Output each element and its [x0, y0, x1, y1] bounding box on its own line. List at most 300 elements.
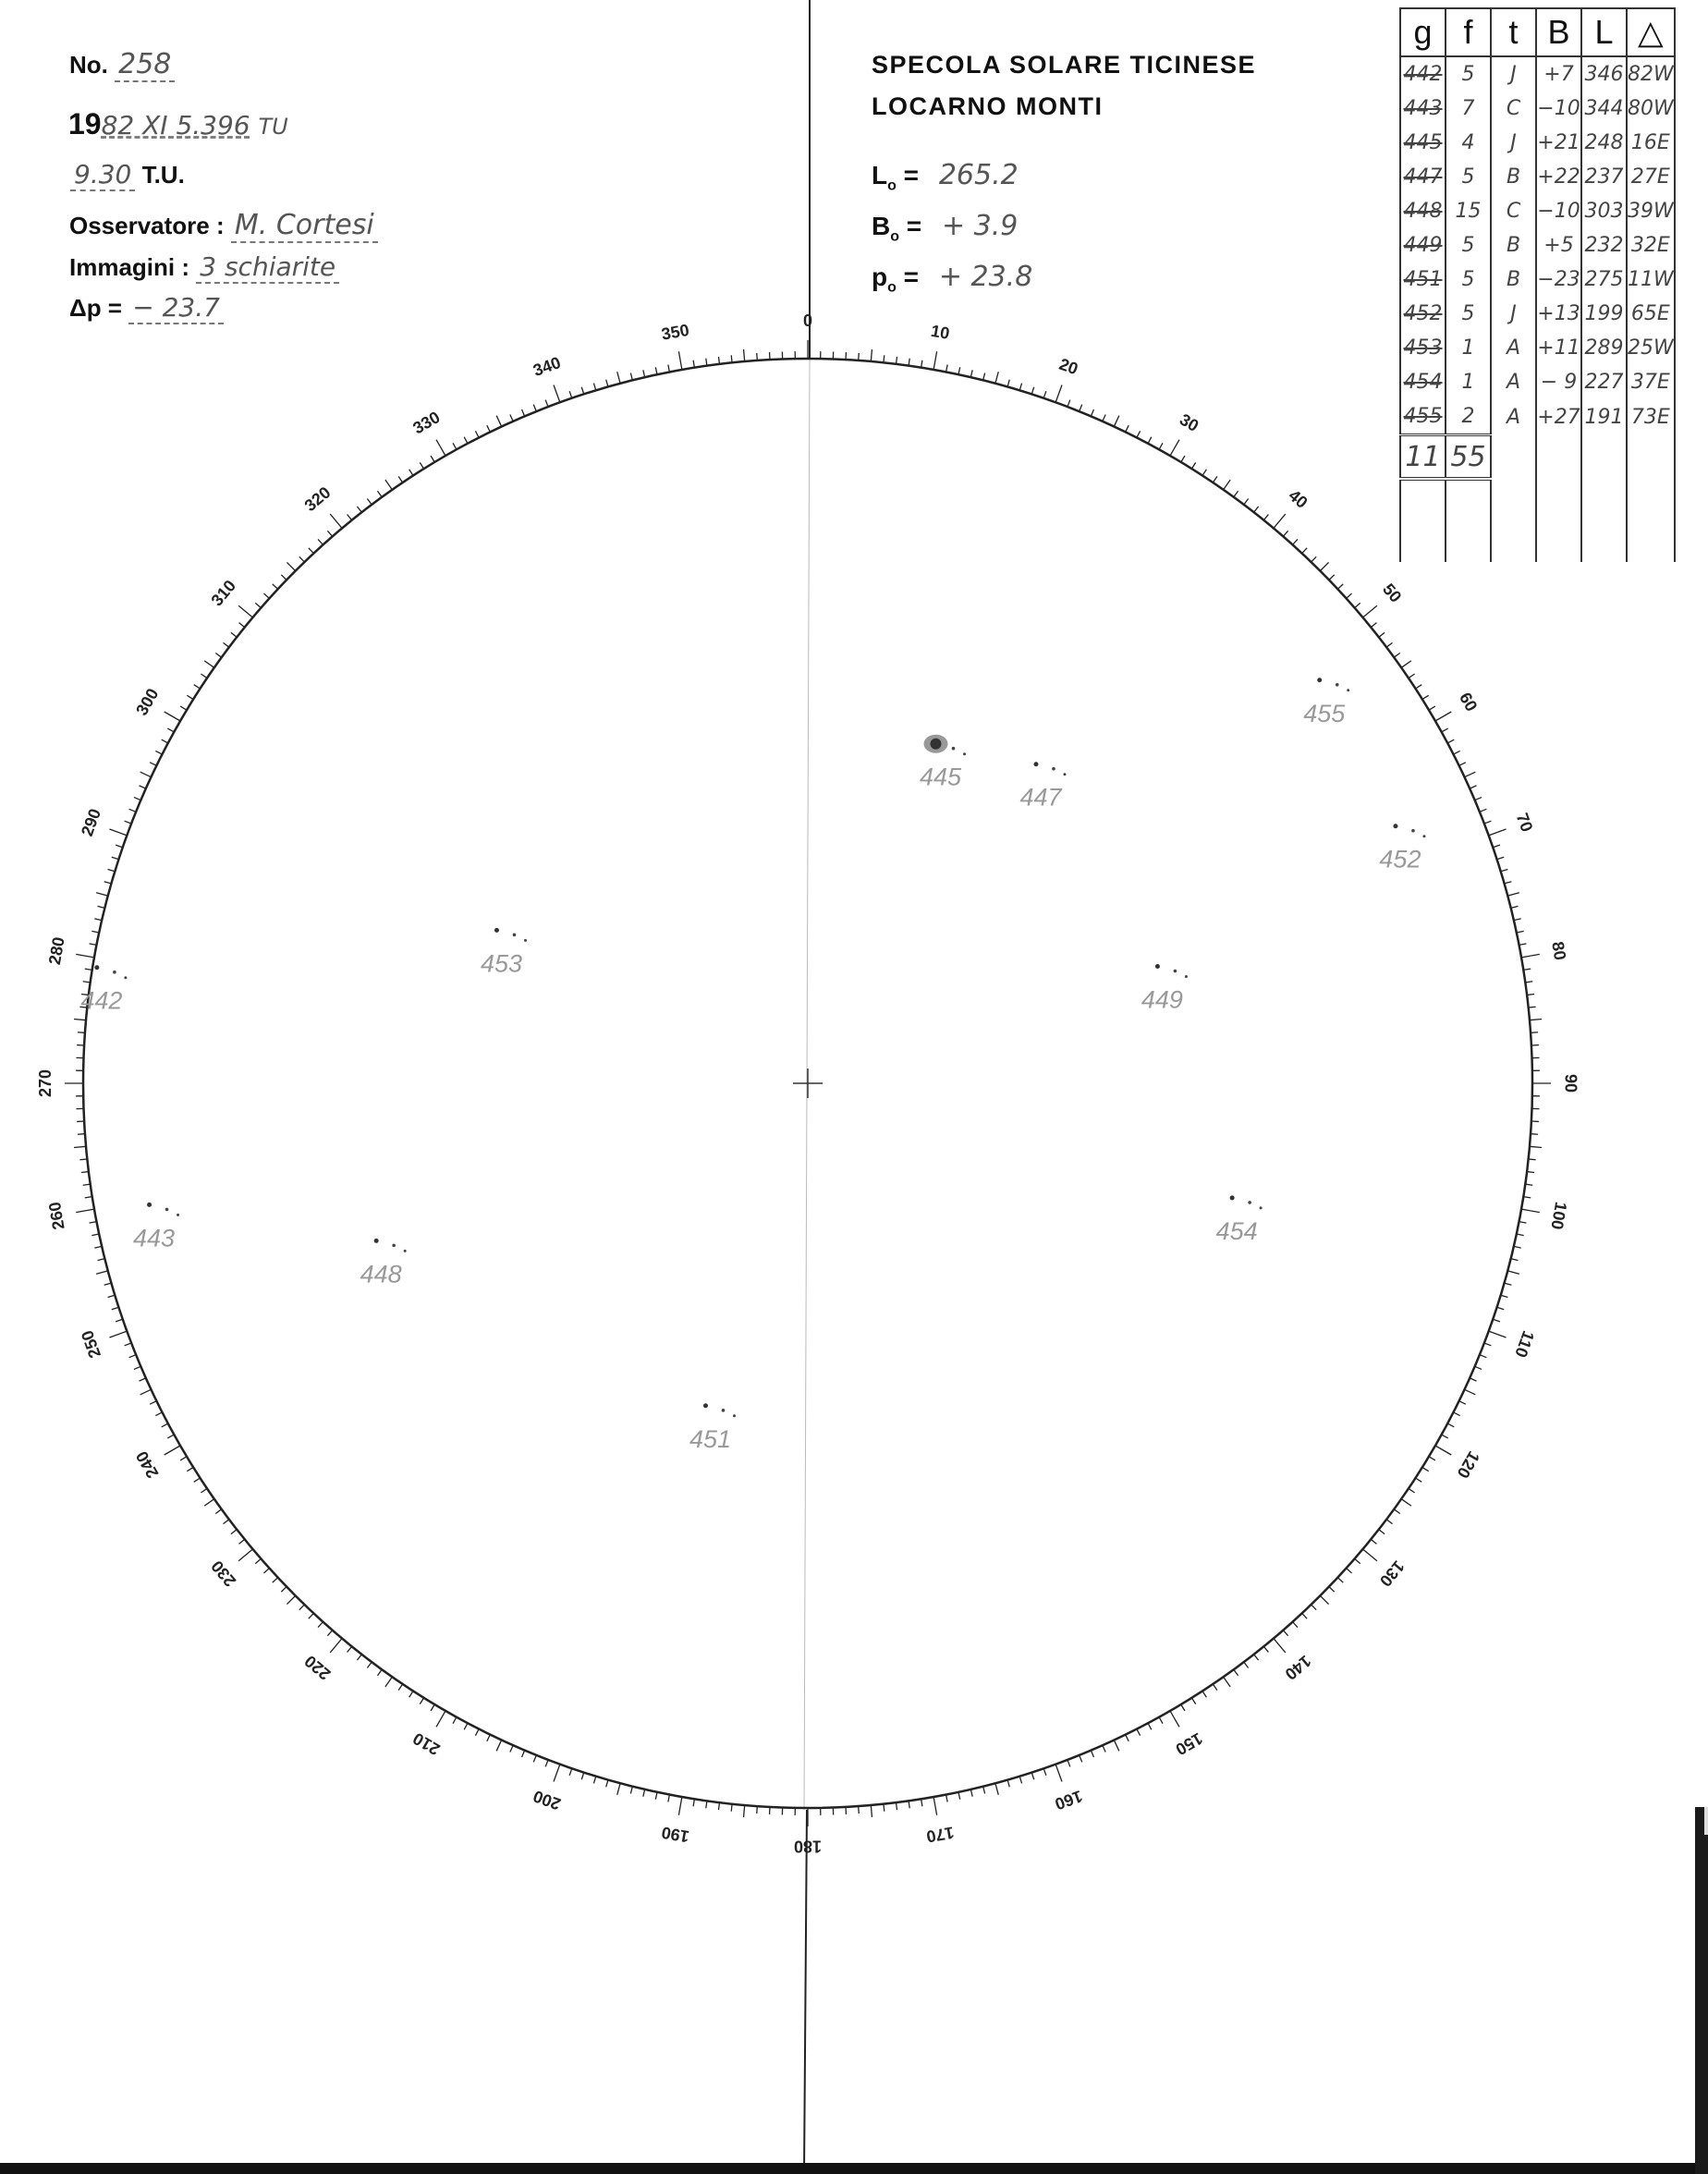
limb-tick [98, 906, 105, 908]
limb-tick [309, 1613, 313, 1618]
limb-tick [859, 1806, 860, 1814]
scan-edge-right [1695, 1807, 1708, 2174]
table-cell: 5 [1446, 297, 1491, 331]
limb-tick [1170, 1711, 1179, 1727]
limb-tick [1137, 431, 1141, 437]
limb-tick [155, 751, 162, 754]
table-cell: 2 [1446, 399, 1491, 435]
limb-tick [958, 367, 960, 374]
limb-tick [357, 507, 361, 512]
limb-tick [263, 1569, 269, 1573]
limb-tick [81, 1172, 89, 1173]
limb-tick [1530, 1146, 1542, 1147]
limb-tick [1519, 1222, 1527, 1224]
limb-tick [90, 1222, 97, 1224]
B0-value: + 3.9 [941, 210, 1019, 242]
sunspot [1063, 773, 1066, 776]
limb-tick [1531, 1032, 1538, 1033]
limb-tick [1371, 623, 1376, 628]
institution-place: LOCARNO MONTI [872, 92, 1104, 120]
limb-tick [436, 1711, 445, 1727]
limb-tick [1429, 1457, 1435, 1460]
limb-tick [1523, 1197, 1531, 1198]
limb-tick [330, 1639, 342, 1653]
limb-tick [678, 1797, 681, 1815]
limb-tick [731, 355, 732, 362]
col-header-L: L [1581, 8, 1627, 56]
limb-tick [420, 1698, 423, 1704]
limb-tick [921, 360, 922, 368]
limb-tick [1337, 584, 1343, 589]
date-value: 82 XI 5.396 [101, 110, 250, 140]
limb-tick [98, 1259, 105, 1261]
limb-tick [545, 400, 548, 407]
limb-tick [1480, 1355, 1486, 1358]
sunspot [952, 747, 956, 751]
table-cell: 39W [1627, 194, 1675, 228]
tick-label: 60 [1456, 689, 1482, 715]
limb-tick [1103, 1745, 1105, 1752]
limb-tick [281, 575, 287, 580]
limb-tick [90, 944, 97, 946]
col-header-delta: △ [1627, 8, 1675, 56]
limb-tick [630, 373, 632, 381]
table-cell: J [1491, 126, 1536, 160]
limb-tick [109, 1331, 127, 1337]
limb-tick [273, 1578, 278, 1582]
limb-tick [678, 351, 681, 370]
table-cell: 443 [1400, 92, 1446, 126]
limb-tick [1401, 661, 1411, 667]
limb-tick [1409, 1488, 1415, 1492]
tick-label: 300 [132, 685, 163, 719]
limb-tick [125, 821, 131, 824]
limb-tick [1501, 869, 1508, 871]
table-cell: 451 [1400, 263, 1446, 297]
p0-value: + 23.8 [938, 261, 1033, 293]
table-cell: 5 [1446, 56, 1491, 92]
limb-tick [706, 359, 707, 366]
limb-tick [201, 1488, 207, 1492]
tick-label: 20 [1056, 354, 1081, 379]
limb-tick [139, 1378, 145, 1381]
tick-label: 310 [207, 576, 240, 610]
limb-tick [1521, 954, 1540, 957]
limb-tick [1263, 515, 1268, 520]
sunspot [404, 1250, 407, 1252]
limb-tick [1527, 994, 1534, 995]
limb-tick [1454, 1412, 1460, 1416]
table-cell: 303 [1581, 194, 1627, 228]
table-cell: 344 [1581, 92, 1627, 126]
limb-tick [593, 1777, 595, 1784]
group-label: 443 [133, 1224, 176, 1252]
limb-tick [946, 1795, 948, 1802]
tick-label: 50 [1379, 580, 1406, 606]
limb-tick [1283, 1630, 1287, 1636]
limb-tick [134, 1366, 140, 1369]
tick-label: 110 [1511, 1328, 1538, 1361]
limb-tick [398, 1684, 402, 1691]
limb-tick [140, 1389, 152, 1394]
group-label: 452 [1379, 845, 1421, 873]
table-cell: 11W [1627, 263, 1675, 297]
sunspot [733, 1414, 736, 1417]
group-label: 453 [480, 949, 523, 978]
table-cell: 442 [1400, 56, 1446, 92]
table-cell: 452 [1400, 297, 1446, 331]
limb-tick [1525, 1184, 1532, 1185]
sunspot [1248, 1201, 1251, 1204]
limb-tick [180, 706, 187, 710]
limb-tick [921, 1799, 922, 1806]
limb-tick [96, 1271, 108, 1274]
limb-tick [1511, 906, 1519, 908]
limb-tick [1501, 1295, 1508, 1297]
limb-tick [1091, 409, 1093, 416]
limb-tick [273, 584, 278, 589]
limb-tick [453, 443, 457, 449]
table-cell: +22 [1536, 160, 1581, 194]
table-cell: 73E [1627, 399, 1675, 435]
sunspot [524, 939, 527, 942]
limb-tick [109, 829, 127, 836]
limb-tick [255, 1558, 261, 1563]
limb-tick [995, 372, 998, 384]
limb-tick [487, 1735, 491, 1741]
limb-tick [1244, 1662, 1249, 1667]
limb-tick [377, 491, 382, 496]
table-cell: −10 [1536, 92, 1581, 126]
limb-tick [125, 1343, 131, 1346]
limb-tick [1529, 1159, 1536, 1160]
sunspot [930, 739, 941, 750]
tick-label: 290 [77, 806, 105, 839]
limb-tick [1043, 391, 1046, 398]
tick-label: 200 [531, 1786, 564, 1814]
limb-tick [1489, 829, 1507, 836]
limb-tick [1470, 786, 1476, 788]
limb-tick [606, 1780, 608, 1788]
limb-tick [1422, 695, 1429, 699]
limb-tick [617, 372, 620, 384]
limb-tick [569, 1768, 572, 1776]
limb-tick [1386, 1520, 1392, 1524]
limb-tick [299, 1605, 305, 1610]
sunspot [1052, 767, 1055, 771]
limb-tick [1525, 982, 1532, 983]
limb-tick [318, 539, 323, 544]
limb-tick [1505, 882, 1512, 884]
limb-tick [1312, 556, 1317, 562]
sunspot [392, 1244, 396, 1248]
limb-tick [757, 1806, 758, 1814]
limb-tick [150, 1401, 156, 1405]
col-header-f: f [1446, 8, 1491, 56]
sunspot [703, 1403, 708, 1408]
images-label: Immagini : [69, 253, 190, 281]
sunspot [177, 1214, 179, 1216]
table-cell: − 9 [1536, 365, 1581, 399]
sunspot [1393, 824, 1397, 828]
limb-tick [1126, 1735, 1129, 1741]
limb-tick [933, 1797, 936, 1815]
limb-tick [1320, 562, 1328, 570]
limb-tick [630, 1787, 632, 1794]
limb-tick [1497, 857, 1505, 859]
limb-tick [522, 409, 525, 416]
institution-name: SPECOLA SOLARE TICINESE [872, 51, 1257, 79]
limb-tick [554, 385, 560, 402]
limb-tick [1202, 1692, 1206, 1698]
limb-tick [1523, 969, 1531, 970]
table-cell: 1 [1446, 365, 1491, 399]
limb-tick [1416, 1478, 1422, 1482]
table-cell: B [1491, 228, 1536, 263]
table-cell: +27 [1536, 399, 1581, 435]
limb-tick [104, 882, 112, 884]
limb-tick [79, 1159, 87, 1160]
group-label: 449 [1141, 985, 1183, 1014]
limb-tick [1497, 1307, 1505, 1309]
limb-tick [606, 380, 608, 387]
limb-tick [167, 728, 174, 732]
tick-label: 250 [77, 1327, 105, 1361]
limb-tick [1507, 1271, 1519, 1274]
col-header-t: t [1491, 8, 1536, 56]
sunspot [147, 1203, 152, 1207]
limb-tick [1484, 821, 1491, 824]
limb-tick [76, 1209, 94, 1212]
limb-tick [231, 632, 237, 637]
limb-tick [1137, 1729, 1141, 1736]
sunspot [963, 752, 966, 755]
limb-tick [201, 674, 207, 678]
limb-tick [409, 470, 413, 476]
limb-tick [1031, 1773, 1033, 1780]
limb-tick [1213, 476, 1216, 482]
limb-tick [1019, 384, 1021, 391]
sunspot [1422, 835, 1425, 837]
p0-label: p [872, 263, 888, 291]
delta-p-value: − 23.7 [128, 292, 224, 324]
limb-tick [1454, 751, 1460, 754]
table-cell: J [1491, 297, 1536, 331]
limb-tick [1159, 1717, 1163, 1724]
limb-tick [569, 391, 572, 398]
limb-tick [617, 1783, 620, 1795]
limb-tick [1181, 456, 1185, 462]
sunspot [1347, 689, 1349, 691]
limb-tick [385, 1677, 392, 1687]
limb-tick [85, 1197, 92, 1198]
limb-tick [1493, 845, 1500, 848]
limb-tick [92, 931, 99, 933]
L0-field: $L_o = 265.2$ [872, 159, 1019, 194]
limb-tick [78, 1032, 85, 1033]
limb-tick [933, 351, 936, 370]
limb-tick [1470, 1378, 1476, 1381]
limb-tick [167, 1435, 174, 1438]
sunspot [165, 1208, 169, 1212]
table-cell: J [1491, 56, 1536, 92]
limb-tick [1337, 1578, 1343, 1582]
limb-tick [1234, 1669, 1238, 1675]
table-cell: 80W [1627, 92, 1675, 126]
limb-tick [1514, 919, 1521, 921]
limb-tick [731, 1804, 732, 1812]
time-label: T.U. [141, 161, 185, 189]
limb-tick [1416, 685, 1422, 689]
limb-tick [1355, 603, 1360, 607]
tick-label: 190 [660, 1823, 691, 1847]
table-cell: 15 [1446, 194, 1491, 228]
table-cell: +5 [1536, 228, 1581, 263]
limb-tick [1447, 739, 1454, 743]
limb-tick [453, 1717, 457, 1724]
limb-tick [1114, 416, 1118, 427]
axis-line-bottom [804, 1810, 807, 2174]
tick-label: 220 [300, 1651, 335, 1684]
limb-tick [475, 431, 479, 437]
tick-label: 90 [1561, 1073, 1580, 1093]
tick-label: 0 [802, 311, 813, 330]
sunspot [494, 928, 499, 933]
limb-tick [76, 954, 94, 957]
limb-tick [204, 661, 214, 667]
limb-tick [475, 1729, 479, 1736]
limb-tick [1293, 1622, 1298, 1628]
limb-tick [1465, 1389, 1476, 1394]
limb-tick [1091, 1751, 1093, 1757]
limb-tick [1329, 1587, 1335, 1593]
group-label: 447 [1019, 783, 1062, 812]
limb-tick [165, 1446, 180, 1455]
limb-tick [1531, 1134, 1538, 1135]
limb-tick [1435, 712, 1451, 721]
tick-label: 130 [1375, 1557, 1409, 1591]
limb-tick [1080, 1755, 1082, 1762]
limb-tick [496, 1740, 501, 1752]
tick-label: 320 [300, 482, 335, 516]
limb-tick [1435, 1446, 1451, 1455]
tick-label: 230 [207, 1557, 240, 1591]
table-cell: 82W [1627, 56, 1675, 92]
limb-tick [593, 384, 595, 391]
limb-tick [871, 349, 872, 361]
limb-tick [533, 405, 536, 411]
p0-field: $p_o$ = + 23.8 [872, 261, 1033, 296]
tick-label: 170 [924, 1823, 956, 1847]
limb-tick [668, 1795, 670, 1802]
scan-edge-right-highlight [1704, 1807, 1708, 1835]
sunspot [1185, 975, 1188, 978]
limb-tick [299, 556, 305, 562]
limb-tick [83, 982, 91, 983]
table-cell: 191 [1581, 399, 1627, 435]
tick-label: 120 [1453, 1447, 1483, 1482]
table-cell: +7 [1536, 56, 1581, 92]
limb-tick [744, 1805, 745, 1817]
sunspot [1260, 1206, 1263, 1209]
sunspot [1174, 970, 1177, 973]
limb-tick [155, 1412, 162, 1416]
limb-tick [1114, 1740, 1118, 1752]
limb-tick [287, 562, 295, 570]
table-cell: +21 [1536, 126, 1581, 160]
table-cell: 449 [1400, 228, 1446, 263]
limb-tick [464, 437, 468, 444]
limb-tick [1329, 575, 1335, 580]
limb-tick [215, 653, 221, 657]
tick-label: 150 [1172, 1728, 1206, 1759]
table-cell: C [1491, 92, 1536, 126]
limb-tick [1224, 480, 1230, 490]
limb-tick [1409, 674, 1415, 678]
limb-tick [348, 515, 352, 520]
tick-label: 80 [1548, 940, 1570, 962]
limb-tick [194, 685, 201, 689]
sunspot [113, 971, 116, 974]
table-cell: 289 [1581, 331, 1627, 365]
sunspot [513, 934, 517, 937]
limb-tick [1031, 387, 1033, 395]
central-meridian [804, 359, 810, 1810]
limb-tick [522, 1751, 525, 1757]
table-total-cell: 55 [1446, 435, 1491, 480]
delta-p-label: Δp = [69, 294, 122, 322]
limb-tick [1422, 1467, 1429, 1471]
L0-label: L [872, 161, 888, 189]
limb-tick [1213, 1684, 1216, 1691]
limb-tick [104, 1283, 112, 1285]
sunspot [1230, 1195, 1235, 1200]
limb-tick [718, 357, 719, 364]
table-cell: 4 [1446, 126, 1491, 160]
tick-label: 240 [132, 1447, 163, 1482]
table-cell: 5 [1446, 228, 1491, 263]
limb-tick [1442, 728, 1448, 732]
limb-tick [1347, 1569, 1352, 1573]
limb-tick [327, 531, 332, 536]
limb-tick [398, 476, 402, 482]
sunspot [94, 965, 99, 970]
limb-tick [287, 1595, 295, 1604]
limb-tick [1484, 1343, 1491, 1346]
limb-tick [1126, 425, 1129, 432]
table-cell: 453 [1400, 331, 1446, 365]
limb-tick [139, 786, 145, 788]
limb-tick [1320, 1595, 1328, 1604]
number-value: 258 [115, 48, 175, 82]
limb-tick [231, 1530, 237, 1534]
limb-tick [693, 360, 694, 368]
limb-tick [1527, 1172, 1534, 1173]
limb-tick [744, 349, 745, 361]
limb-tick [510, 414, 513, 421]
limb-tick [1394, 653, 1399, 657]
limb-tick [1519, 944, 1527, 946]
group-label: 451 [689, 1424, 732, 1453]
limb-tick [1312, 1605, 1317, 1610]
limb-tick [1191, 462, 1195, 469]
limb-tick [1043, 1768, 1046, 1776]
limb-tick [995, 1783, 998, 1795]
limb-tick [431, 1704, 434, 1711]
table-cell: +11 [1536, 331, 1581, 365]
tick-label: 350 [660, 320, 691, 344]
tick-label: 340 [531, 352, 564, 381]
